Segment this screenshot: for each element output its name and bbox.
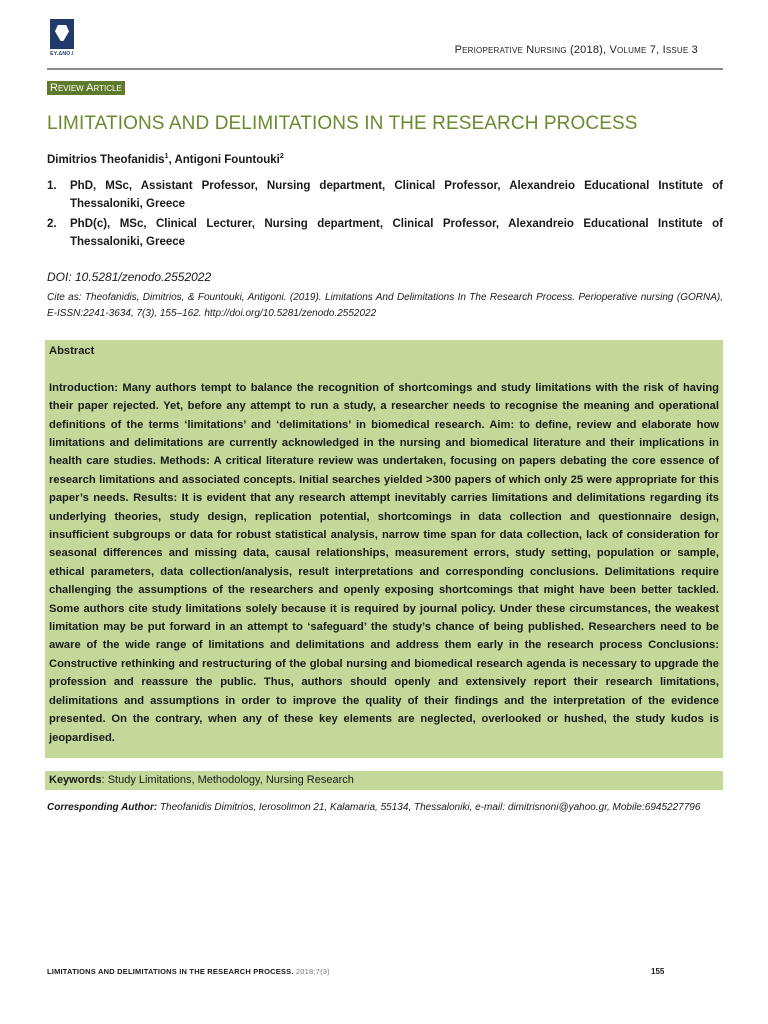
logo-emblem-icon [50,19,74,49]
article-type-badge: Review Article [47,81,125,95]
header-divider [47,68,723,70]
affiliation-item [47,177,723,213]
keywords-text: : Study Limitations, Methodology, Nursing Research [101,774,354,786]
page-number: 155 [651,967,665,976]
affiliation-text: PhD(c), MSc, Clinical Lecturer, Nursing department, Clinical Professor, Alexandreio Educational Institute of Thessaloniki, Greece [70,218,723,248]
author-affiliation-mark: 2 [279,153,284,160]
footer-year: 2018;7(3) [293,967,330,976]
author-separator: , [168,153,175,166]
article-title: LIMITATIONS AND DELIMITATIONS IN THE RESEARCH PROCESS [47,113,638,134]
author-affiliation-mark: 1 [164,153,169,160]
author-name: Antigoni Fountouki [174,153,280,166]
journal-logo [47,19,77,59]
doi-line: DOI: 10.5281/zenodo.2552022 [47,270,212,284]
abstract-intro-label: Introduction: [49,381,118,394]
corresponding-label: Corresponding Author: [47,802,158,813]
corresponding-author [47,800,723,816]
abstract-box [45,340,723,758]
keywords-box [45,771,723,790]
affiliation-list [47,177,723,253]
abstract-text: Many authors tempt to balance the recognition of shortcomings and study limitations with the risk of having their paper rejected. Yet, before any attempt to run a study, a researcher needs to recognise the meaning and operational definitions of the terms ‘limitations’ and ‘delimitations’ in biomedical research. Aim: to define, review and elaborate how limitations and delimitations are currently acknowledged in the nursing and biomedical literature and their implications in health care studies. Methods: A critical literature review was undertaken, focusing on papers debating the core essence of research limitations and associated concepts. Initial searches yielded >300 papers of which only 25 were appropriate for this paper’s needs. Results: It is evident that any research attempt inevitably carries limitations and delimitations regarding its underlying theories, study design, replication potential, shortcomings in data collection and questionnaire design, insufficient subgroups or data for robust statistical analysis, narrow time span for data collection, lack of consideration for seasonal differences and missing data, causal relationships, measurement errors, study setting, population or sample, ethical parameters, data collection/analysis, result interpretations and corresponding conclusions. Delimitations require challenging the assumptions of the researchers and openly exposing shortcomings that might have been better tackled. Some authors cite study limitations solely because it is required by journal policy. Under these circumstances, the weakest limitation may be put forward in an attempt to ‘safeguard’ the study’s chance of being published. Researchers need to be aware of the wide range of limitations and delimitations and address them early in the research process Conclusions: Constructive rethinking and restructuring of the global nursing and biomedical research agenda is necessary to upgrade the profession and reassure the public. Thus, authors should openly and extensively report their research limitations, delimitations and assumptions in order to improve the quality of their findings and the interpretation of the evidence presented. On the contrary, when any of these key elements are neglected, overlooked or hushed, the study kudos is jeopardised. [49,381,719,744]
affiliation-number: 2. [47,218,57,230]
affiliation-text: PhD, MSc, Assistant Professor, Nursing department, Clinical Professor, Alexandreio Educational Institute of Thessaloniki, Greece [70,180,723,210]
affiliation-number: 1. [47,180,57,192]
footer-title: LIMITATIONS AND DELIMITATIONS IN THE RESEARCH PROCESS. [47,967,294,976]
logo-text: ΕΥ.ΔΝΟ.Ι [50,51,74,57]
journal-header: Perioperative Nursing (2018), Volume 7, Issue 3 [454,44,698,56]
author-list [47,153,284,166]
keywords-label: Keywords [49,774,102,786]
abstract-body [49,379,719,747]
citation-text: Cite as: Theofanidis, Dimitrios, & Fountouki, Antigoni. (2019). Limitations And Delimitations In The Research Process. Perioperative nursing (GORNA), E-ISSN:2241-3634, 7(3), 155–162. http://doi.org/10.5281/zenodo.2552022 [47,292,723,319]
affiliation-item [47,215,723,251]
author-name: Dimitrios Theofanidis [47,153,165,166]
corresponding-text: Theofanidis Dimitrios, Ierosolimon 21, Kalamaria, 55134, Thessaloniki, e-mail: dimitrisnoni@yahoo.gr, Mobile:6945227796 [157,802,701,813]
abstract-heading: Abstract [49,345,95,357]
page-footer [47,967,330,976]
